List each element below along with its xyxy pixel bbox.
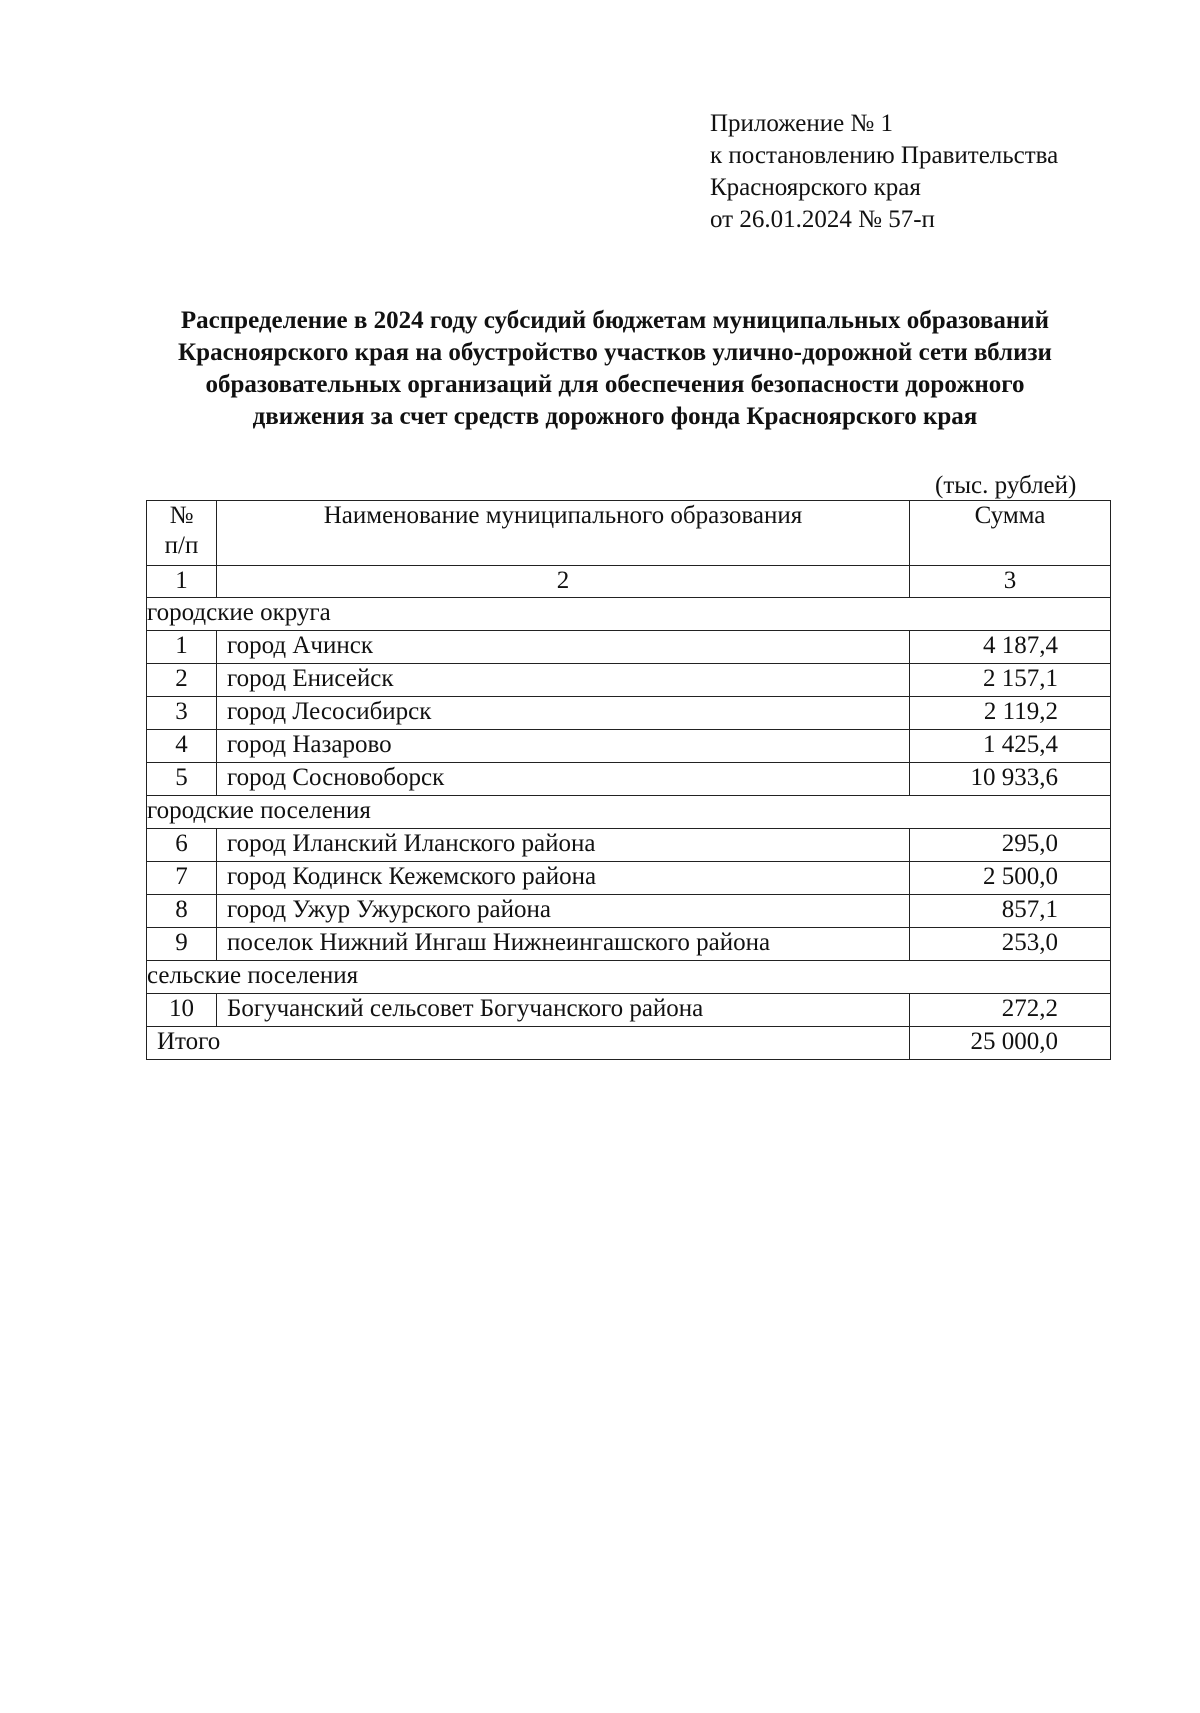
appendix-block (710, 108, 1058, 236)
table-row (147, 697, 1111, 730)
subsidy-amount: 2 500,0 (910, 862, 1111, 895)
column-index-2: 2 (217, 566, 910, 598)
section-label: сельские поселения (147, 961, 1111, 994)
row-number: 5 (147, 763, 217, 796)
units-label: (тыс. рублей) (935, 472, 1077, 499)
municipality-name: поселок Нижний Ингаш Нижнеингашского района (217, 928, 910, 961)
subsidy-amount: 295,0 (910, 829, 1111, 862)
municipality-name: город Кодинск Кежемского района (217, 862, 910, 895)
appendix-number: Приложение № 1 (710, 110, 894, 137)
row-number: 10 (147, 994, 217, 1027)
municipality-name: город Ужур Ужурского района (217, 895, 910, 928)
column-index-row (147, 566, 1111, 598)
table-row (147, 994, 1111, 1027)
row-number: 8 (147, 895, 217, 928)
total-amount: 25 000,0 (910, 1027, 1111, 1060)
table-row (147, 730, 1111, 763)
row-number: 2 (147, 664, 217, 697)
municipality-name: город Назарово (217, 730, 910, 763)
table-row (147, 928, 1111, 961)
table-row (147, 763, 1111, 796)
subsidy-amount: 10 933,6 (910, 763, 1111, 796)
title-line-1: Распределение в 2024 году субсидий бюджетам муниципальных образований (180, 307, 1050, 334)
title-line-4: движения за счет средств дорожного фонда Красноярского края (252, 403, 978, 430)
municipality-name: город Лесосибирск (217, 697, 910, 730)
header-number-cell (147, 501, 217, 566)
title-line-3: образовательных организаций для обеспечения безопасности дорожного (205, 371, 1025, 398)
subsidy-amount: 1 425,4 (910, 730, 1111, 763)
subsidy-amount: 272,2 (910, 994, 1111, 1027)
row-number: 4 (147, 730, 217, 763)
table-row (147, 862, 1111, 895)
municipality-name: Богучанский сельсовет Богучанского района (217, 994, 910, 1027)
row-number: 7 (147, 862, 217, 895)
row-number: 9 (147, 928, 217, 961)
row-number: 6 (147, 829, 217, 862)
municipality-name: город Енисейск (217, 664, 910, 697)
document-title (130, 305, 1100, 433)
header-amount-cell: Сумма (910, 501, 1111, 566)
appendix-region: Красноярского края (710, 174, 921, 201)
section-row (147, 598, 1111, 631)
column-index-1: 1 (147, 566, 217, 598)
table-row (147, 631, 1111, 664)
table-header-row (147, 501, 1111, 566)
table-row (147, 895, 1111, 928)
subsidy-amount: 857,1 (910, 895, 1111, 928)
table-row (147, 829, 1111, 862)
appendix-reference: к постановлению Правительства (710, 142, 1059, 169)
subsidy-amount: 2 157,1 (910, 664, 1111, 697)
row-number: 1 (147, 631, 217, 664)
appendix-date: от 26.01.2024 № 57-п (710, 206, 935, 233)
header-number-sign: № (169, 502, 194, 529)
subsidy-amount: 4 187,4 (910, 631, 1111, 664)
total-row (147, 1027, 1111, 1060)
municipality-name: город Ачинск (217, 631, 910, 664)
municipality-name: город Иланский Иланского района (217, 829, 910, 862)
table-row (147, 664, 1111, 697)
header-number-abbr: п/п (164, 532, 199, 559)
section-row (147, 796, 1111, 829)
municipality-name: город Сосновоборск (217, 763, 910, 796)
section-label: городские поселения (147, 796, 1111, 829)
column-index-3: 3 (910, 566, 1111, 598)
distribution-table (146, 500, 1111, 1060)
subsidy-amount: 2 119,2 (910, 697, 1111, 730)
row-number: 3 (147, 697, 217, 730)
subsidy-amount: 253,0 (910, 928, 1111, 961)
header-name-cell: Наименование муниципального образования (217, 501, 910, 566)
title-line-2: Красноярского края на обустройство участков улично-дорожной сети вблизи (178, 339, 1052, 366)
section-row (147, 961, 1111, 994)
total-label: Итого (147, 1027, 910, 1060)
section-label: городские округа (147, 598, 1111, 631)
